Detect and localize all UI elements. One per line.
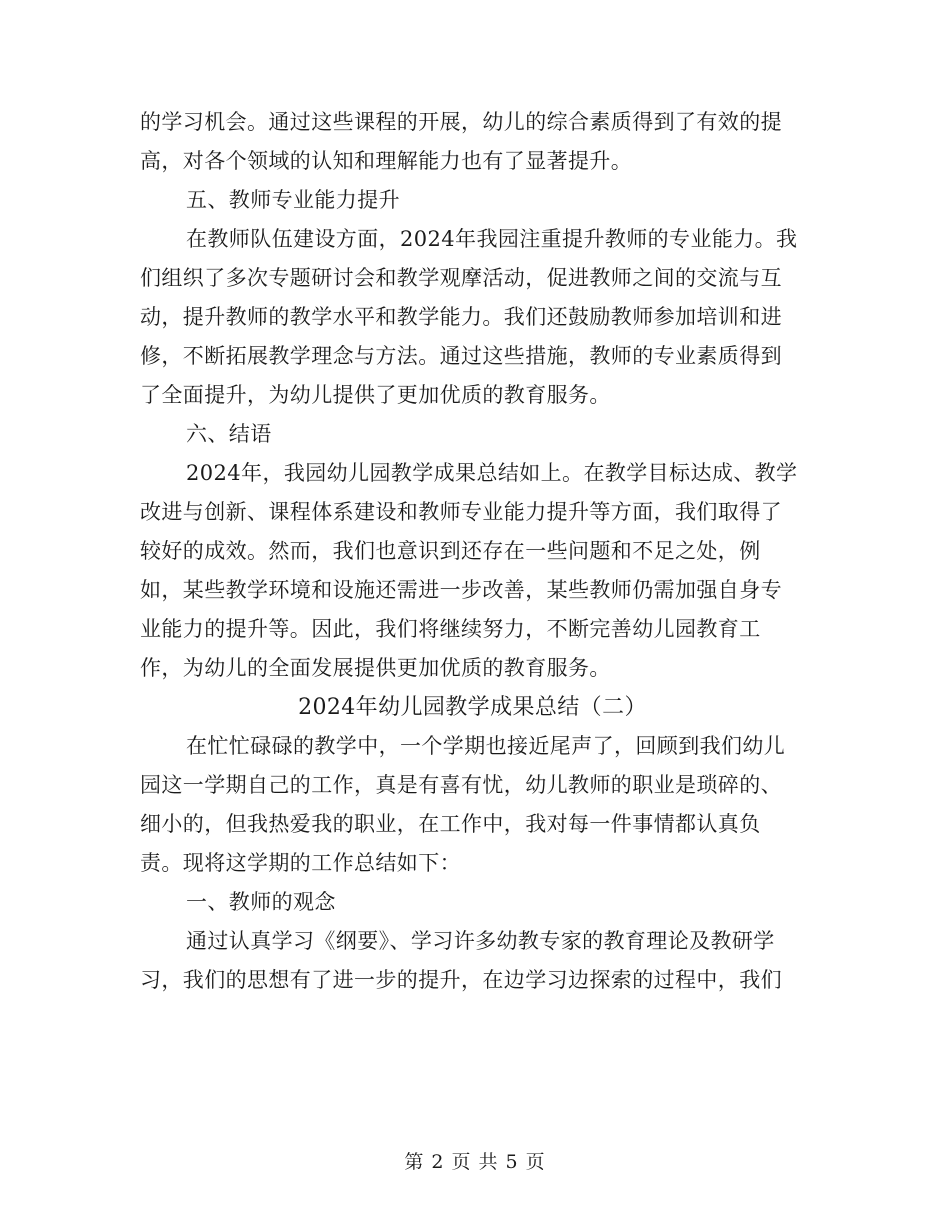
body-line: 了全面提升，为幼儿提供了更加优质的教育服务。 [140,383,611,407]
body-line: 改进与创新、课程体系建设和教师专业能力提升等方面，我们取得了 [140,500,782,524]
body-line: 在教师队伍建设方面，2024年我园注重提升教师的专业能力。我 [186,227,798,251]
body-line: 习，我们的思想有了进一步的提升，在边学习边探索的过程中，我们 [140,968,782,992]
document-body [140,103,805,1000]
body-line: 业能力的提升等。因此，我们将继续努力，不断完善幼儿园教育工 [140,617,761,641]
section-heading-teacher-concept: 一、教师的观念 [186,890,336,914]
body-line: 园这一学期自己的工作，真是有喜有忧，幼儿教师的职业是琐碎的、 [140,773,782,797]
body-line: 动，提升教师的教学水平和教学能力。我们还鼓励教师参加培训和进 [140,305,782,329]
section-heading-teacher-ability: 五、教师专业能力提升 [186,188,400,212]
body-line: 较好的成效。然而，我们也意识到还存在一些问题和不足之处，例 [140,539,761,563]
body-line: 高，对各个领域的认知和理解能力也有了显著提升。 [140,149,633,173]
section-heading-conclusion: 六、结语 [186,422,272,446]
body-line: 责。现将这学期的工作总结如下： [140,851,461,875]
body-line: 通过认真学习《纲要》、学习许多幼教专家的教育理论及教研学 [186,929,775,953]
body-line: 们组织了多次专题研讨会和教学观摩活动，促进教师之间的交流与互 [140,266,782,290]
body-line: 作，为幼儿的全面发展提供更加优质的教育服务。 [140,656,611,680]
body-line: 在忙忙碌碌的教学中，一个学期也接近尾声了，回顾到我们幼儿 [186,734,786,758]
body-line: 细小的，但我热爱我的职业，在工作中，我对每一件事情都认真负 [140,812,761,836]
body-line: 2024年，我园幼儿园教学成果总结如上。在教学目标达成、教学 [186,461,798,485]
body-line: 修，不断拓展教学理念与方法。通过这些措施，教师的专业素质得到 [140,344,782,368]
body-line: 的学习机会。通过这些课程的开展，幼儿的综合素质得到了有效的提 [140,110,782,134]
body-line: 如，某些教学环境和设施还需进一步改善，某些教师仍需加强自身专 [140,578,782,602]
document-title: 2024年幼儿园教学成果总结（二） [298,695,647,720]
page-number-footer: 第 2 页 共 5 页 [404,1151,546,1173]
